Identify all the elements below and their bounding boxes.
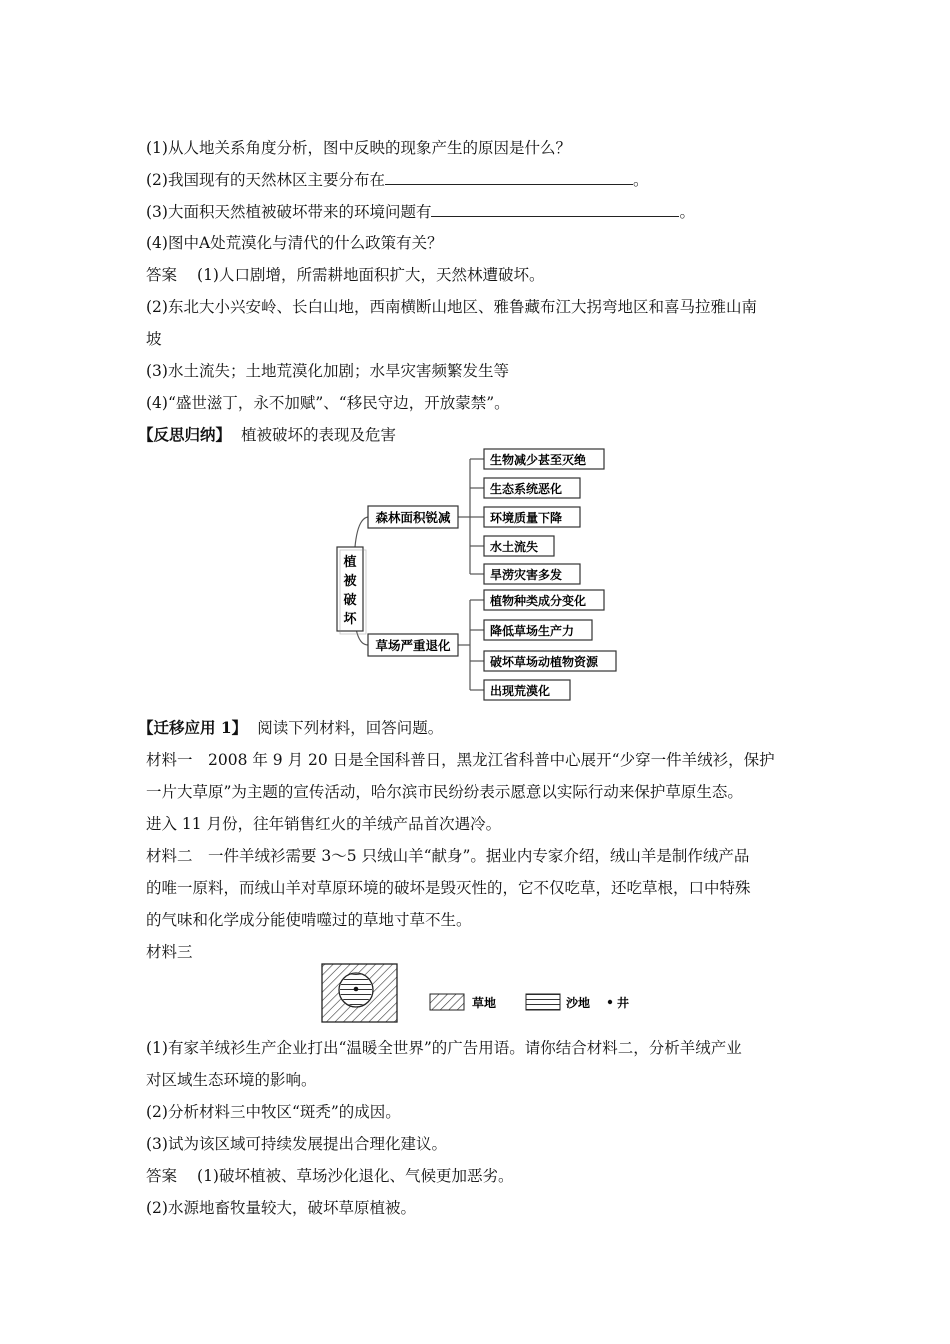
well-dot (354, 987, 359, 992)
branch-grass-label: 草场严重退化 (375, 638, 451, 653)
question-3 (146, 200, 695, 223)
material-3-label: 材料三 (146, 943, 193, 961)
answer-label: 答案 (146, 266, 178, 284)
transfer-intro: 阅读下列材料，回答问题。 (257, 719, 444, 737)
branch-grass-node (368, 634, 458, 656)
forest-leaf-2 (484, 478, 580, 498)
question-4: (4)图中A处荒漠化与清代的什么政策有关？ (146, 234, 443, 252)
grass-leaf-2 (484, 620, 592, 640)
reflection-title: 植被破坏的表现及危害 (241, 426, 397, 444)
grass-leaf-4-label: 出现荒漠化 (490, 684, 551, 698)
material-2-line3: 的气味和化学成分能使啃噬过的草地寸草不生。 (146, 911, 472, 929)
material-2-line1: 材料二 一件羊绒衫需要 3～5 只绒山羊“献身”。据业内专家介绍，绒山羊是制作绒产品 (146, 847, 750, 865)
transfer-question-1-line2: 对区域生态环境的影响。 (146, 1071, 317, 1089)
legend-grass-label: 草地 (472, 996, 497, 1010)
root-char-1: 植 (343, 555, 357, 570)
material-1-line1: 材料一 2008 年 9 月 20 日是全国科普日，黑龙江省科普中心展开“少穿一件羊绒衫，保护 (146, 751, 775, 769)
grass-leaf-2-label: 降低草场生产力 (490, 624, 575, 638)
grass-leaf-3 (484, 651, 616, 671)
forest-leaf-5 (484, 564, 580, 584)
question-1: (1)从人地关系角度分析，图中反映的现象产生的原因是什么？ (146, 139, 571, 157)
forest-leaf-4-label: 水土流失 (490, 540, 539, 554)
forest-leaf-3-label: 环境质量下降 (490, 511, 563, 525)
forest-leaf-5-label: 旱涝灾害多发 (490, 568, 563, 582)
grass-leaf-1-label: 植物种类成分变化 (490, 594, 587, 608)
transfer-question-2: (2)分析材料三中牧区“斑秃”的成因。 (146, 1103, 401, 1121)
forest-leaf-1-label: 生物减少甚至灭绝 (490, 453, 587, 467)
answer-3: (3)水土流失；土地荒漠化加剧；水旱灾害频繁发生等 (146, 362, 509, 380)
forest-leaf-3 (484, 507, 580, 527)
grass-leaf-3-label: 破坏草场动植物资源 (490, 655, 599, 669)
transfer-heading (138, 717, 443, 739)
root-node (337, 547, 366, 634)
question-3-text: (3)大面积天然植被破坏带来的环境问题有 (146, 203, 432, 221)
answer-2-line2: 坡 (146, 330, 162, 348)
transfer-question-1-line1: (1)有家羊绒衫生产企业打出“温暖全世界”的广告用语。请你结合材料二，分析羊绒产业 (146, 1039, 742, 1057)
legend-grass (430, 994, 496, 1010)
material-2-line2: 的唯一原料，而绒山羊对草原环境的破坏是毁灭性的，它不仅吃草，还吃草根，口中特殊 (146, 879, 751, 897)
forest-leaf-2-label: 生态系统恶化 (490, 482, 563, 496)
grass-leaf-4 (484, 680, 570, 700)
pasture-figure (318, 962, 648, 1026)
transfer-answer-2: (2)水源地畜牧量较大，破坏草原植被。 (146, 1199, 416, 1217)
legend-sand (526, 994, 590, 1010)
transfer-answer-label: 答案 (146, 1167, 178, 1185)
legend-well-dot (608, 1000, 612, 1004)
root-char-4: 坏 (343, 612, 357, 627)
transfer-answer-1-text: (1)破坏植被、草场沙化退化、气候更加恶劣。 (197, 1167, 514, 1185)
answer-4: (4)“盛世滋丁，永不加赋”、“移民守边，开放蒙禁”。 (146, 394, 510, 412)
vegetation-destruction-diagram (326, 443, 626, 705)
answer-1-text: (1)人口剧增，所需耕地面积扩大，天然林遭破坏。 (197, 266, 545, 284)
transfer-question-3: (3)试为该区域可持续发展提出合理化建议。 (146, 1135, 447, 1153)
branch-forest-node (368, 506, 458, 528)
material-1-line3: 进入 11 月份，往年销售红火的羊绒产品首次遇冷。 (146, 815, 502, 833)
answer-2-line1: (2)东北大小兴安岭、长白山地，西南横断山地区、雅鲁藏布江大拐弯地区和喜马拉雅山南 (146, 298, 757, 316)
question-3-end: 。 (679, 203, 695, 221)
legend-well (608, 995, 629, 1010)
material-1-line2: 一片大草原”为主题的宣传活动，哈尔滨市民纷纷表示愿意以实际行动来保护草原生态。 (146, 783, 743, 801)
legend-sand-label: 沙地 (566, 996, 591, 1010)
transfer-bracket-title: 【迁移应用 1】 (138, 718, 248, 737)
answer-blank-3[interactable] (431, 200, 679, 217)
forest-leaf-4 (484, 536, 554, 556)
root-char-3: 破 (343, 593, 357, 608)
question-2 (146, 168, 648, 191)
pasture-map (322, 964, 397, 1022)
question-2-end: 。 (632, 171, 649, 189)
question-2-text: (2)我国现有的天然林区主要分布在 (146, 171, 385, 189)
transfer-answer-1 (146, 1165, 513, 1187)
legend-well-label: 井 (617, 996, 630, 1010)
grass-leaf-1 (484, 590, 604, 610)
forest-leaf-1 (484, 449, 604, 469)
reflection-bracket-title: 【反思归纳】 (138, 425, 232, 444)
answer-1 (146, 264, 544, 286)
branch-forest-label: 森林面积锐减 (375, 510, 451, 525)
answer-blank-2[interactable] (385, 168, 633, 185)
root-char-2: 被 (343, 574, 357, 589)
